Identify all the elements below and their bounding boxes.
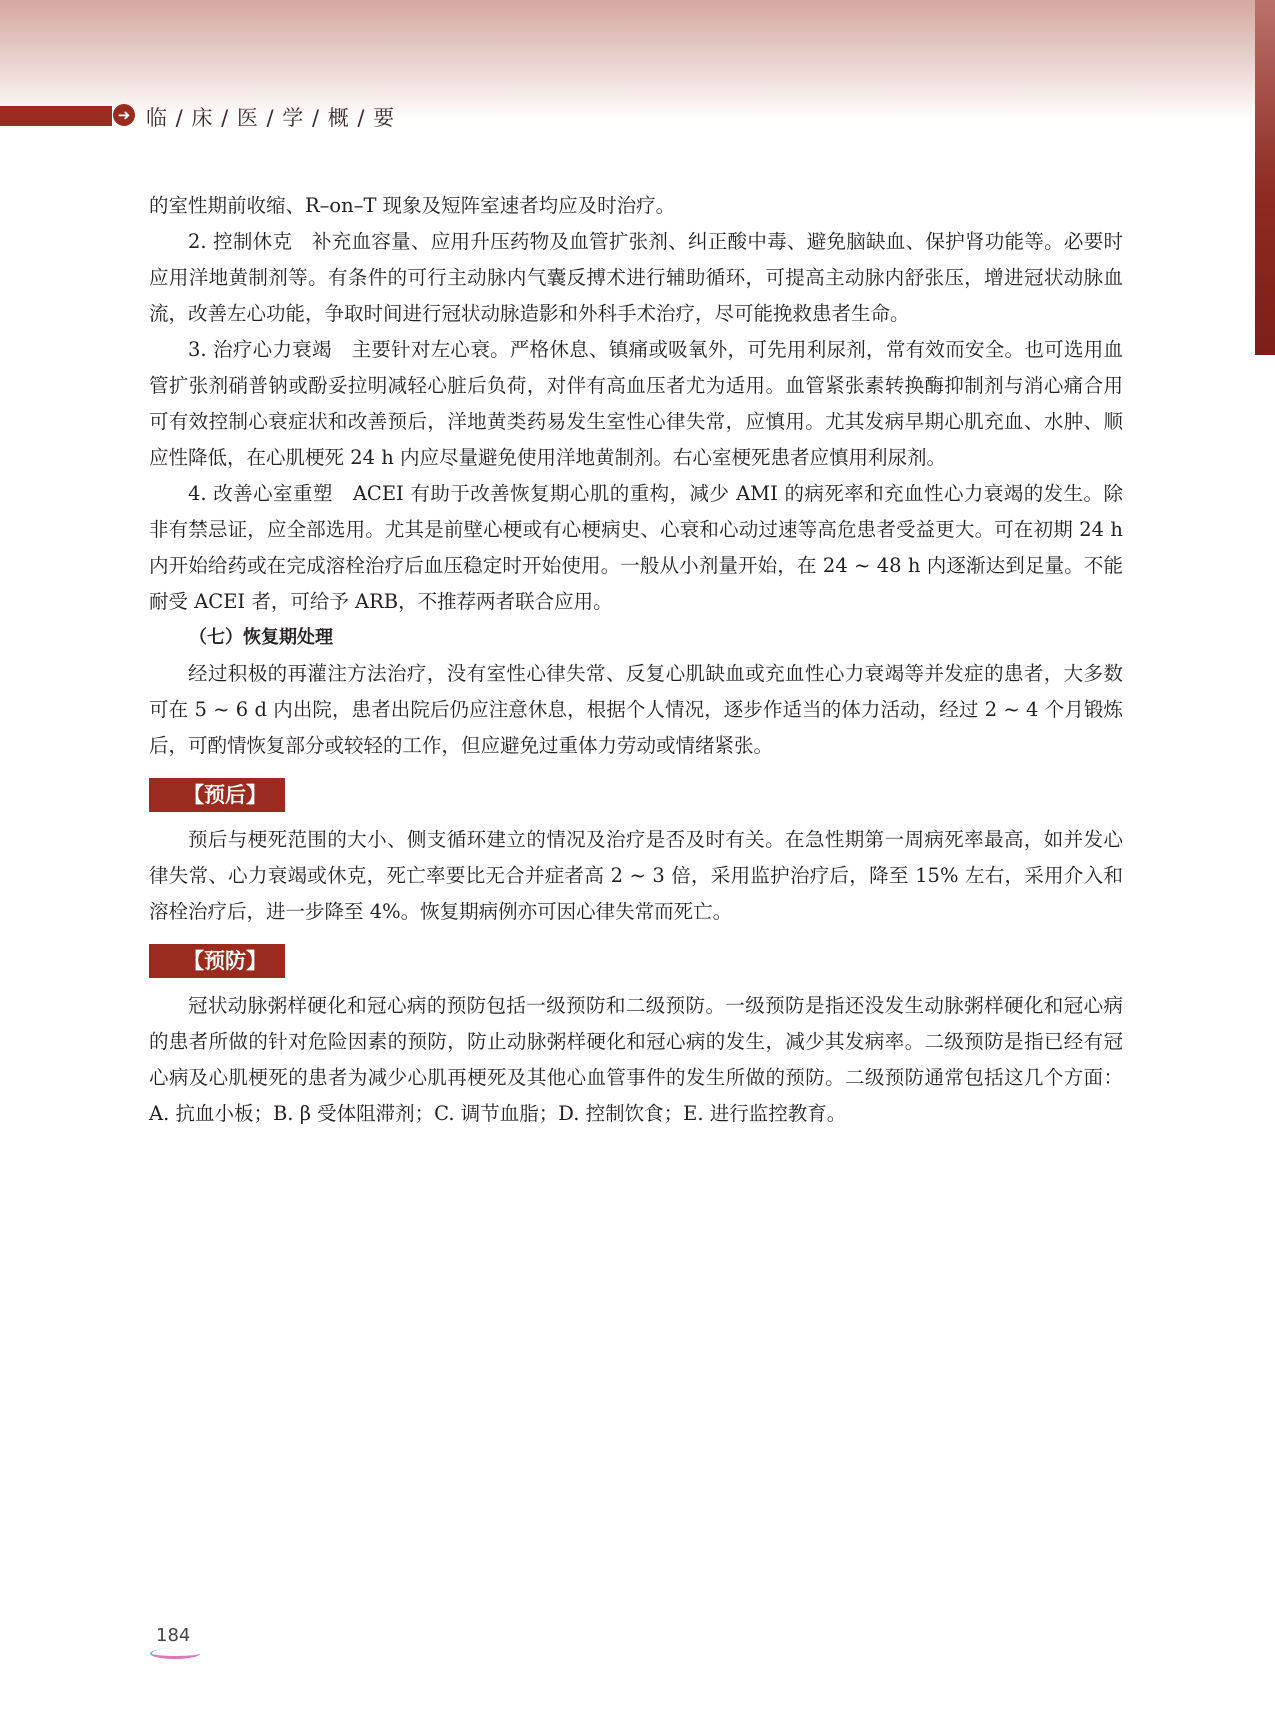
section-title-prognosis: 【预后】 [149,778,285,812]
page-content [149,188,1123,1132]
page-number: 184 [156,1625,191,1646]
paragraph: 4. 改善心室重塑 ACEI 有助于改善恢复期心肌的重构，减少 AMI 的病死率和充血性心力衰竭的发生。除非有禁忌证，应全部选用。尤其是前壁心梗或有心梗病史、心衰和心动过速等高危患者受益更大。可在初期 24 h 内开始给药或在完成溶栓治疗后血压稳定时开始使用。一般从小剂量开始，在 24 ~ 48 h 内逐渐达到足量。不能耐受 ACEI 者，可给予 ARB，不推荐两者联合应用。 [149,482,1123,613]
arrow-right-icon: ➜ [113,104,135,126]
subheading: （七）恢复期处理 [189,627,333,648]
header-bar [0,106,112,126]
paragraph: 3. 治疗心力衰竭 主要针对左心衰。严格休息、镇痛或吸氧外，可先用利尿剂，常有效而安全。也可选用血管扩张剂硝普钠或酚妥拉明减轻心脏后负荷，对伴有高血压者尤为适用。血管紧张素转换酶抑制剂与消心痛合用可有效控制心衰症状和改善预后，洋地黄类药易发生室性心律失常，应慎用。尤其发病早期心肌充血、水肿、顺应性降低，在心肌梗死 24 h 内应尽量避免使用洋地黄制剂。右心室梗死患者应慎用利尿剂。 [149,338,1123,469]
paragraph: 冠状动脉粥样硬化和冠心病的预防包括一级预防和二级预防。一级预防是指还没发生动脉粥样硬化和冠心病的患者所做的针对危险因素的预防，防止动脉粥样硬化和冠心病的发生，减少其发病率。二级预防是指已经有冠心病及心肌梗死的患者为减少心肌再梗死及其他心血管事件的发生所做的预防。二级预防通常包括这几个方面：A. 抗血小板；B. β 受体阻滞剂；C. 调节血脂；D. 控制饮食；E. 进行监控教育。 [149,994,1123,1125]
page-number-decoration [150,1648,200,1659]
paragraph: 经过积极的再灌注方法治疗，没有室性心律失常、反复心肌缺血或充血性心力衰竭等并发症的患者，大多数可在 5 ~ 6 d 内出院，患者出院后仍应注意休息，根据个人情况，逐步作适当的体力活动，经过 2 ~ 4 个月锻炼后，可酌情恢复部分或较轻的工作，但应避免过重体力劳动或情绪紧张。 [149,662,1123,757]
paragraph: 预后与梗死范围的大小、侧支循环建立的情况及治疗是否及时有关。在急性期第一周病死率最高，如并发心律失常、心力衰竭或休克，死亡率要比无合并症者高 2 ~ 3 倍，采用监护治疗后，降至 15% 左右，采用介入和溶栓治疗后，进一步降至 4%。恢复期病例亦可因心律失常而死亡。 [149,828,1123,923]
side-tab-strip [1255,0,1275,355]
paragraph: 2. 控制休克 补充血容量、应用升压药物及血管扩张剂、纠正酸中毒、避免脑缺血、保护肾功能等。必要时应用洋地黄制剂等。有条件的可行主动脉内气囊反搏术进行辅助循环，可提高主动脉内舒张压，增进冠状动脉血流，改善左心功能，争取时间进行冠状动脉造影和外科手术治疗，尽可能挽救患者生命。 [149,230,1123,325]
book-title: 临 / 床 / 医 / 学 / 概 / 要 [146,106,396,130]
section-title-prevention: 【预防】 [149,944,285,978]
paragraph: 的室性期前收缩、R–on–T 现象及短阵室速者均应及时治疗。 [149,194,676,217]
